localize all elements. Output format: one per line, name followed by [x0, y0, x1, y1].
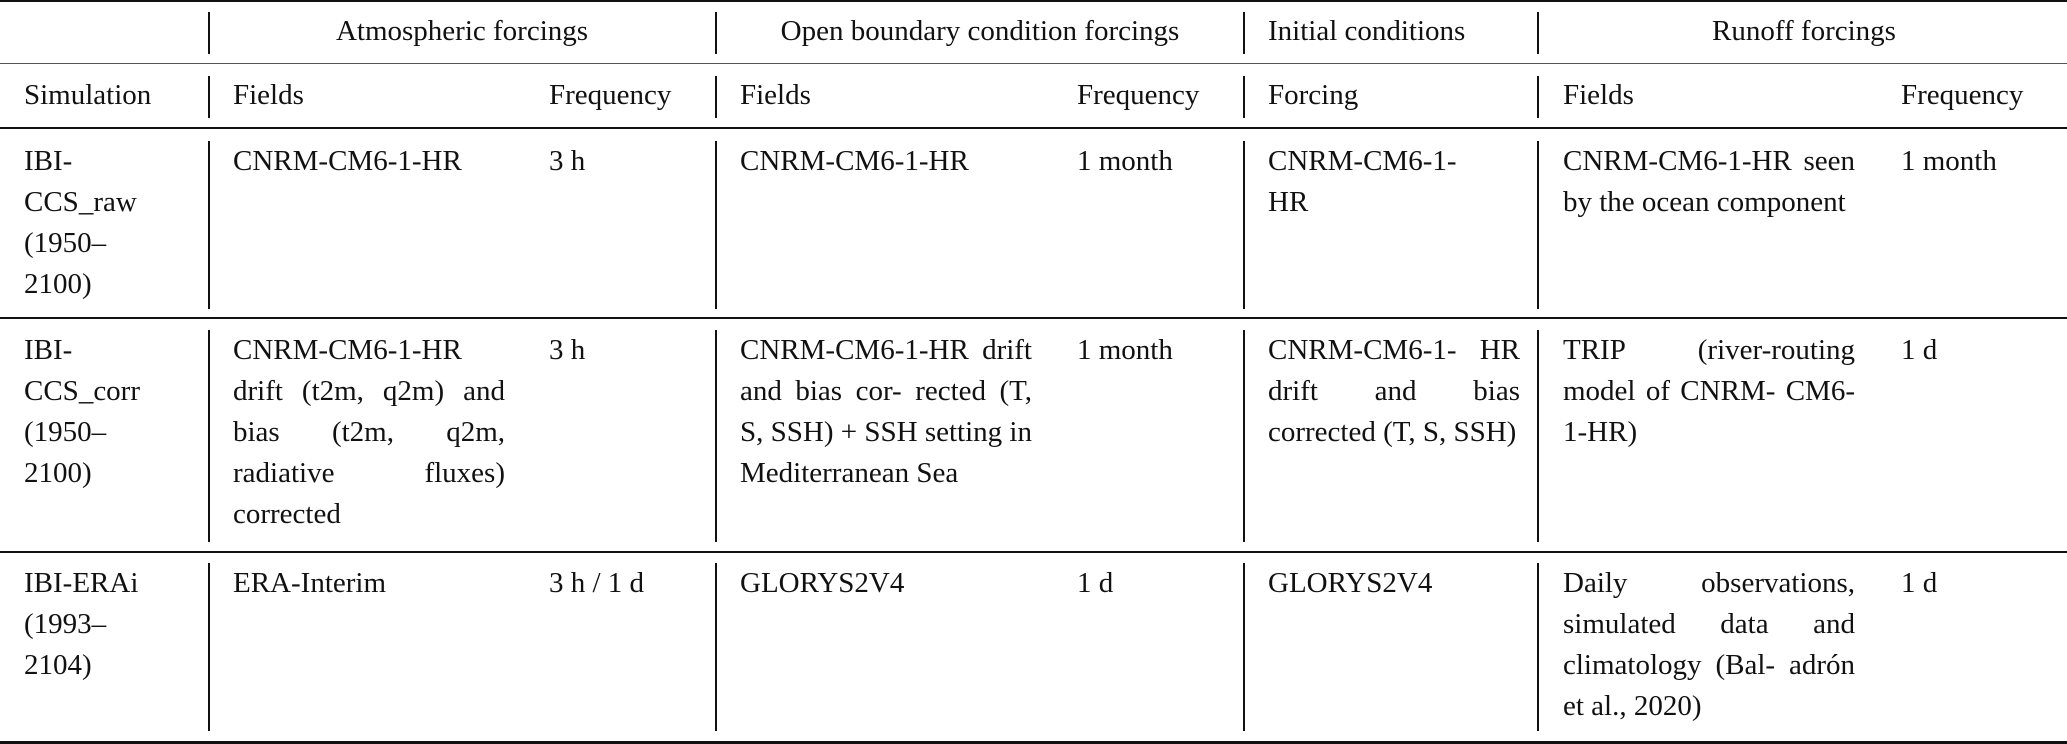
group-header-runoff: Runoff forcings: [1712, 15, 1896, 47]
row1-runoff-frequency: 1 month: [1901, 145, 1997, 177]
vsep-row1-1: [208, 141, 210, 309]
subheader-atm-frequency: Frequency: [549, 79, 672, 111]
row2-ic-forcing: CNRM-CM6-1- HR drift and bias corrected (T, S, SSH): [1268, 334, 1520, 448]
row2-atm-fields: CNRM-CM6-1-HR drift (t2m, q2m) and bias (t2m, q2m, radiative fluxes) corrected: [233, 334, 505, 530]
vsep-header-4: [1537, 12, 1539, 54]
subheader-atm-fields: Fields: [233, 79, 304, 111]
subheader-obc-fields: Fields: [740, 79, 811, 111]
row2-obc-fields: CNRM-CM6-1-HR drift and bias cor- rected (T, S, SSH) + SSH setting in Mediterranean Sea: [740, 334, 1032, 489]
row1-atm-frequency: 3 h: [549, 145, 586, 177]
row1-obc-fields: CNRM-CM6-1-HR: [740, 145, 969, 177]
group-header-initial: Initial conditions: [1268, 15, 1466, 47]
vsep-subheader-1: [208, 76, 210, 118]
row3-simulation: IBI-ERAi (1993– 2104): [24, 567, 139, 681]
rule-below-group-header: [0, 63, 2067, 64]
row3-runoff-frequency: 1 d: [1901, 567, 1938, 599]
rule-row-2: [0, 551, 2067, 553]
row3-ic-forcing: GLORYS2V4: [1268, 567, 1433, 599]
vsep-row3-4: [1537, 563, 1539, 731]
row1-simulation: IBI- CCS_raw (1950– 2100): [24, 145, 137, 300]
rule-row-1: [0, 317, 2067, 319]
vsep-subheader-2: [715, 76, 717, 118]
row1-atm-fields: CNRM-CM6-1-HR: [233, 145, 462, 177]
row2-atm-frequency: 3 h: [549, 334, 586, 366]
row2-runoff-fields: TRIP (river-routing model of CNRM- CM6-1-HR): [1563, 334, 1855, 448]
row3-atm-fields: ERA-Interim: [233, 567, 387, 599]
row2-runoff-frequency: 1 d: [1901, 334, 1938, 366]
vsep-row3-2: [715, 563, 717, 731]
vsep-row2-4: [1537, 330, 1539, 542]
row1-runoff-fields: CNRM-CM6-1-HR seen by the ocean component: [1563, 145, 1855, 218]
vsep-header-1: [208, 12, 210, 54]
vsep-header-2: [715, 12, 717, 54]
vsep-subheader-3: [1243, 76, 1245, 118]
vsep-row1-3: [1243, 141, 1245, 309]
subheader-runoff-frequency: Frequency: [1901, 79, 2024, 111]
row3-runoff-fields: Daily observations, simulated data and climatology (Bal- adrón et al., 2020): [1563, 567, 1855, 722]
row2-obc-frequency: 1 month: [1077, 334, 1173, 366]
rule-below-subheader: [0, 127, 2067, 129]
subheader-ic-forcing: Forcing: [1268, 79, 1359, 111]
group-header-obc: Open boundary condition forcings: [780, 15, 1180, 47]
vsep-row2-3: [1243, 330, 1245, 542]
rule-top: [0, 0, 2067, 2]
subheader-simulation: Simulation: [24, 79, 152, 111]
vsep-row3-3: [1243, 563, 1245, 731]
row1-ic-forcing: CNRM-CM6-1- HR: [1268, 145, 1457, 218]
vsep-row1-2: [715, 141, 717, 309]
row2-simulation: IBI- CCS_corr (1950– 2100): [24, 334, 140, 489]
row3-atm-frequency: 3 h / 1 d: [549, 567, 645, 599]
row3-obc-frequency: 1 d: [1077, 567, 1114, 599]
vsep-row2-2: [715, 330, 717, 542]
group-header-atmospheric: Atmospheric forcings: [335, 15, 589, 47]
vsep-header-3: [1243, 12, 1245, 54]
vsep-row3-1: [208, 563, 210, 731]
subheader-obc-frequency: Frequency: [1077, 79, 1200, 111]
subheader-runoff-fields: Fields: [1563, 79, 1634, 111]
row3-obc-fields: GLORYS2V4: [740, 567, 905, 599]
vsep-subheader-4: [1537, 76, 1539, 118]
row1-obc-frequency: 1 month: [1077, 145, 1173, 177]
vsep-row1-4: [1537, 141, 1539, 309]
vsep-row2-1: [208, 330, 210, 542]
